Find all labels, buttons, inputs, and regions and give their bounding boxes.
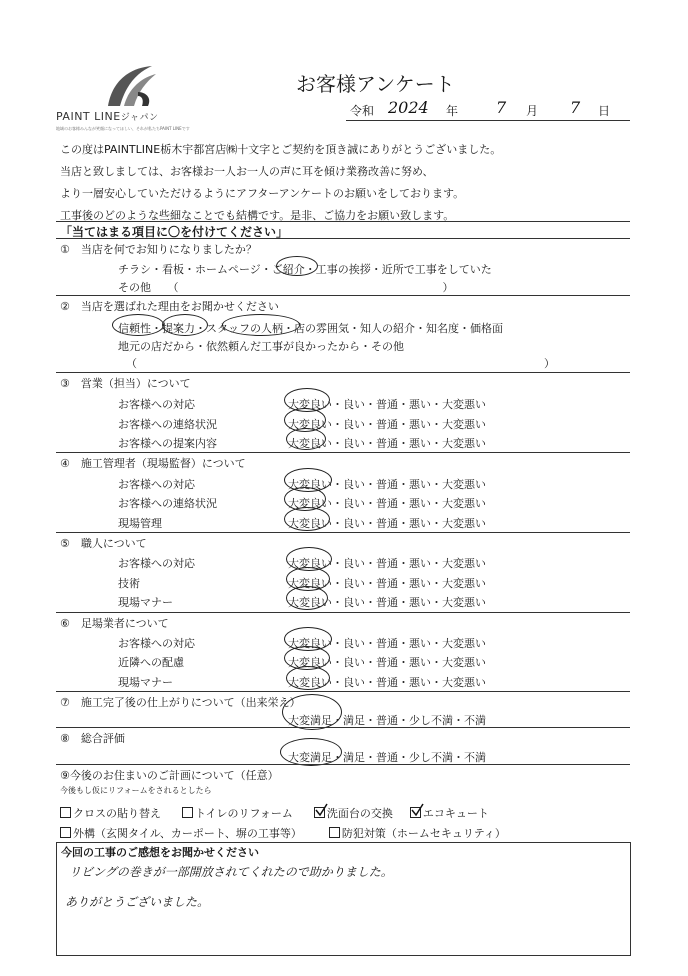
comments-box: [56, 842, 631, 956]
intro-line: 工事後のどのような些細なことでも結構です。是非、ご協力をお願い致します。: [60, 209, 455, 222]
date-month-unit: 月: [526, 104, 539, 118]
circle-mark: [286, 428, 326, 450]
q5-scale: 大変良い・良い・普通・悪い・大変悪い: [288, 577, 486, 590]
circle-mark: [112, 314, 164, 336]
q5-item: 技術: [118, 577, 140, 590]
intro-line: より一層安心していただけるようにアフターアンケートのお願いをしております。: [60, 187, 465, 200]
q4-scale: 大変良い・良い・普通・悪い・大変悪い: [288, 517, 486, 530]
q1-other: その他 （ ）: [118, 281, 454, 294]
circle-mark: [276, 256, 318, 276]
circle-mark: [282, 694, 342, 730]
check-icon: [410, 803, 424, 817]
q5-scale: 大変良い・良い・普通・悪い・大変悪い: [288, 596, 486, 609]
q7-title: ⑦ 施工完了後の仕上がりについて（出来栄え）: [60, 696, 301, 709]
divider: [56, 691, 630, 692]
q2-line1: 信頼性・提案力・スタッフの人柄・店の雰囲気・知人の紹介・知名度・価格面: [118, 322, 503, 335]
q3-title: ③ 営業（担当）について: [60, 377, 191, 390]
q2-line2: 地元の店だから・依然頼んだ工事が良かったから・その他: [118, 340, 404, 353]
q3-item: お客様への提案内容: [118, 437, 217, 450]
comments-title: 今回の工事のご感想をお聞かせください: [61, 846, 259, 859]
q6-title: ⑥ 足場業者について: [60, 617, 169, 630]
q8-scale: 大変満足・満足・普通・少し不満・不満: [288, 751, 486, 764]
date-day-unit: 日: [598, 104, 611, 118]
checkbox-checked[interactable]: [410, 807, 421, 818]
intro-line: 当店と致しましては、お客様お一人お一人の声に耳を傾け業務改善に努め、: [60, 165, 434, 178]
q1-title: ① 当店を何でお知りになりましたか？: [60, 243, 257, 256]
q4-item: お客様への対応: [118, 478, 195, 491]
q3-item: お客様への連絡状況: [118, 418, 217, 431]
date-year: 2024: [388, 98, 429, 117]
divider: [56, 727, 630, 728]
q7-scale: 大変満足・満足・普通・少し不満・不満: [288, 714, 486, 727]
q6-scale: 大変良い・良い・普通・悪い・大変悪い: [288, 656, 486, 669]
logo-mark-icon: [98, 62, 158, 112]
checkbox[interactable]: [182, 807, 193, 818]
q2-paren: （ ）: [126, 357, 555, 370]
option-label: 防犯対策（ホームセキュリティ）: [341, 827, 506, 840]
q4-item: お客様への連絡状況: [118, 497, 217, 510]
date-day: 7: [570, 98, 581, 117]
divider: [56, 238, 630, 239]
q4-scale: 大変良い・良い・普通・悪い・大変悪い: [288, 478, 486, 491]
option-label: 外構（玄関タイル、カーポート、塀の工事等）: [73, 827, 302, 840]
divider: [56, 221, 630, 222]
logo-tagline: 地域のお客様みんなが笑顔になってほしい、それが私たちPAINT LINEです: [56, 126, 190, 131]
comments-line2[interactable]: ありがとうございました。: [65, 895, 210, 909]
logo-name: PAINT LINE: [56, 110, 121, 123]
logo: [56, 62, 190, 134]
comments-line1[interactable]: リビングの巻きが一部開放されてくれたので助かりました。: [69, 865, 393, 879]
q9-row1: [60, 805, 489, 821]
q6-scale: 大変良い・良い・普通・悪い・大変悪い: [288, 676, 486, 689]
checkbox-checked[interactable]: [314, 807, 325, 818]
q6-item: 近隣への配慮: [118, 656, 184, 669]
q8-title: ⑧ 総合評価: [60, 732, 125, 745]
q6-scale: 大変良い・良い・普通・悪い・大変悪い: [288, 637, 486, 650]
circle-mark: [280, 738, 342, 766]
q3-scale: 大変良い・良い・普通・悪い・大変悪い: [288, 398, 486, 411]
divider: [56, 372, 630, 373]
option-label: クロスの貼り替え: [73, 807, 161, 820]
checkbox[interactable]: [329, 827, 340, 838]
checkbox[interactable]: [60, 807, 71, 818]
q5-item: 現場マナー: [118, 596, 173, 609]
q5-scale: 大変良い・良い・普通・悪い・大変悪い: [288, 557, 486, 570]
q3-scale: 大変良い・良い・普通・悪い・大変悪い: [288, 418, 486, 431]
q6-item: 現場マナー: [118, 676, 173, 689]
q5-title: ⑤ 職人について: [60, 537, 147, 550]
circle-mark: [162, 314, 208, 336]
q9-title: ⑨今後のお住まいのご計画について（任意）: [60, 769, 279, 782]
q4-item: 現場管理: [118, 517, 162, 530]
q4-title: ④ 施工管理者（現場監督）について: [60, 457, 246, 470]
intro-line: この度はPAINTLINE栃木宇都宮店㈱十文字とご契約を頂き誠にありがとうございました。: [60, 143, 502, 156]
divider: [56, 612, 630, 613]
circle-mark: [286, 666, 330, 690]
divider: [56, 764, 630, 765]
circle-mark: [284, 507, 330, 531]
divider: [56, 452, 630, 453]
check-icon: [314, 803, 328, 817]
q9-note: 今後もし仮にリフォームをされるとしたら: [60, 786, 212, 795]
date-line: [346, 100, 630, 121]
circle-mark: [222, 314, 300, 336]
date-year-unit: 年: [446, 104, 459, 118]
option-label: トイレのリフォーム: [195, 807, 293, 820]
checkbox[interactable]: [60, 827, 71, 838]
option-label: 洗面台の交換: [326, 807, 393, 820]
date-era: 令和: [350, 104, 375, 118]
q1-options: チラシ・看板・ホームページ・ご紹介・工事の挨拶・近所で工事をしていた: [118, 263, 492, 276]
q5-item: お客様への対応: [118, 557, 195, 570]
q9-row2: [60, 825, 506, 841]
q2-title: ② 当店を選ばれた理由をお聞かせください: [60, 300, 279, 313]
q3-scale: 大変良い・良い・普通・悪い・大変悪い: [288, 437, 486, 450]
circle-mark: [286, 586, 328, 610]
q3-item: お客様への対応: [118, 398, 195, 411]
q4-scale: 大変良い・良い・普通・悪い・大変悪い: [288, 497, 486, 510]
option-label: エコキュート: [422, 807, 489, 820]
date-month: 7: [496, 98, 507, 117]
instruction: 「当てはまる項目に〇を付けてください」: [60, 225, 289, 239]
divider: [56, 532, 630, 533]
q6-item: お客様への対応: [118, 637, 195, 650]
page-title: お客様アンケート: [296, 72, 455, 96]
divider: [56, 295, 630, 296]
logo-suffix: ジャパン: [120, 113, 159, 123]
